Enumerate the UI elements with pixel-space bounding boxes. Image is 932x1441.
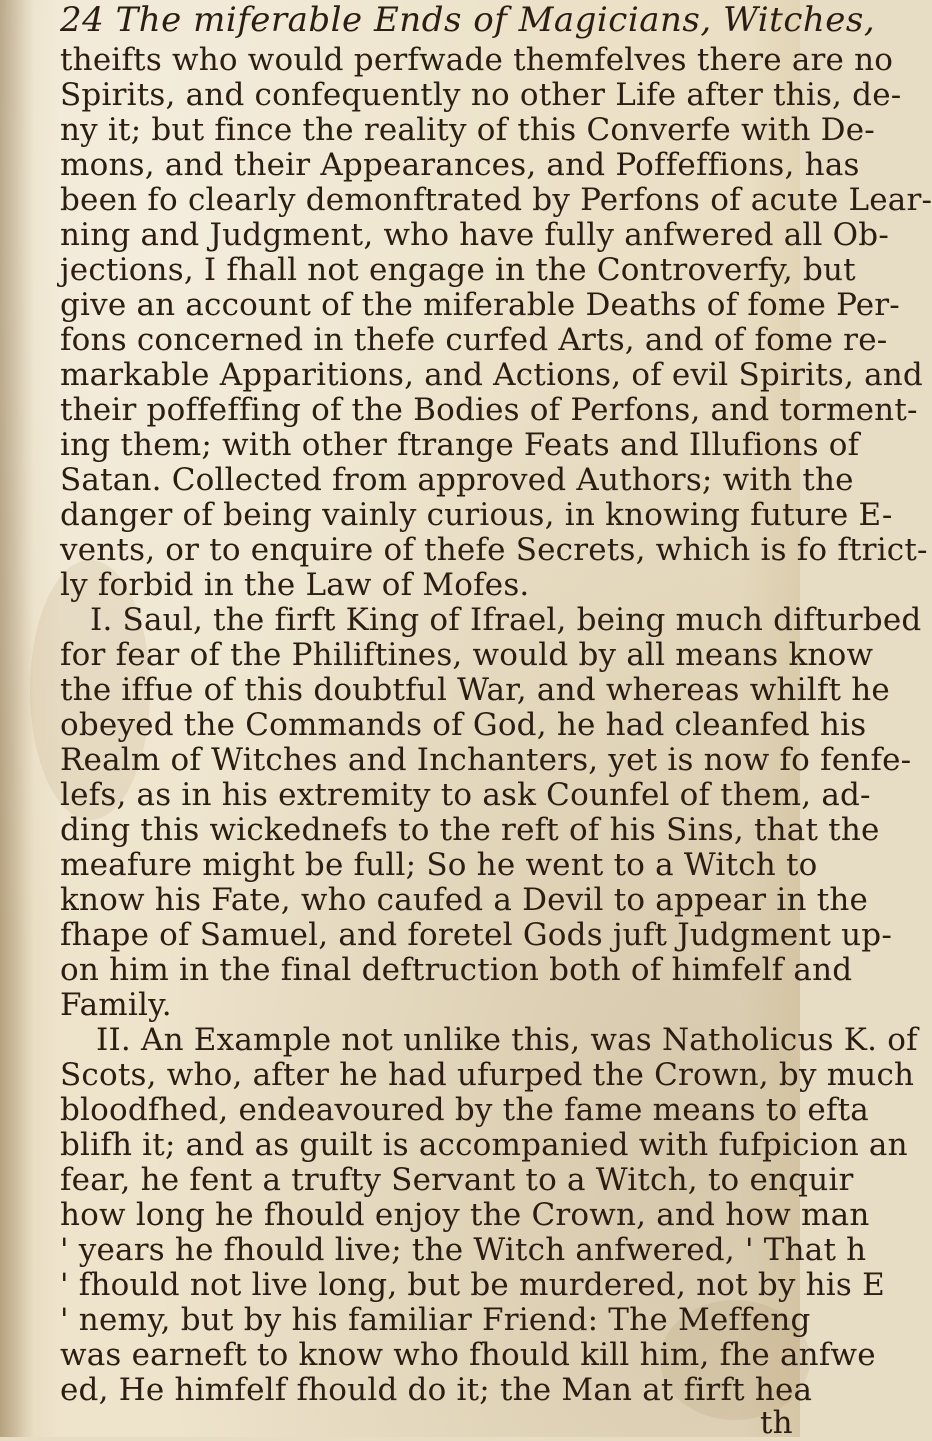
text-line: meafure might be full; So he went to a Witch to [60, 847, 818, 883]
text-line: ' years he fhould live; the Witch anfwered, ' That h [60, 1232, 867, 1268]
text-line: know his Fate, who caufed a Devil to appear in the [60, 882, 869, 918]
text-line: the iffue of this doubtful War, and whereas whilft he [60, 672, 890, 708]
text-line: been fo clearly demonftrated by Perfons of acute Lear- [60, 182, 932, 218]
text-line: Spirits, and confequently no other Life after this, de- [60, 77, 902, 113]
text-line: fear, he fent a trufty Servant to a Witch, to enquir [60, 1162, 854, 1198]
text-line: markable Apparitions, and Actions, of evil Spirits, and [60, 357, 923, 393]
running-heading: 24 The miferable Ends of Magicians, Witches, [60, 0, 876, 40]
text-line: ny it; but fince the reality of this Converfe with De- [60, 112, 875, 148]
text-line: Realm of Witches and Inchanters, yet is now fo fenfe- [60, 742, 912, 778]
text-line: blifh it; and as guilt is accompanied with fufpicion an [60, 1127, 908, 1163]
text-line: mons, and their Appearances, and Poffeffions, has [60, 147, 860, 183]
text-line: danger of being vainly curious, in knowing future E- [60, 497, 893, 533]
text-line: for fear of the Philiftines, would by all means know [60, 637, 874, 673]
text-line: ing them; with other ftrange Feats and Illufions of [60, 427, 860, 463]
text-line: I. Saul, the firft King of Ifrael, being much difturbed [90, 602, 922, 638]
text-line: was earneft to know who fhould kill him, fhe anfwe [60, 1337, 876, 1373]
text-line: Family. [60, 987, 172, 1023]
text-line: fhape of Samuel, and foretel Gods juft Judgment up- [60, 917, 893, 953]
text-line: give an account of the miferable Deaths of fome Per- [60, 287, 900, 323]
text-line: ed, He himfelf fhould do it; the Man at firft hea [60, 1372, 813, 1408]
text-line: ' fhould not live long, but be murdered, not by his E [60, 1267, 885, 1303]
text-line: their poffeffing of the Bodies of Perfons, and torment- [60, 392, 918, 428]
text-line: ding this wickednefs to the reft of his Sins, that the [60, 812, 880, 848]
text-line: fons concerned in thefe curfed Arts, and of fome re- [60, 322, 888, 358]
text-line: vents, or to enquire of thefe Secrets, which is fo ftrict- [60, 532, 928, 568]
text-line: ' nemy, but by his familiar Friend: The Meffeng [60, 1302, 811, 1338]
text-line: Scots, who, after he had ufurped the Crown, by much [60, 1057, 915, 1093]
text-line: lefs, as in his extremity to ask Counfel of them, ad- [60, 777, 871, 813]
text-line: bloodfhed, endeavoured by the fame means to efta [60, 1092, 869, 1128]
text-line: ning and Judgment, who have fully anfwered all Ob- [60, 217, 890, 253]
text-line: II. An Example not unlike this, was Natholicus K. of [96, 1022, 918, 1058]
text-line: on him in the final deftruction both of himfelf and [60, 952, 853, 988]
text-line: th [760, 1405, 793, 1441]
text-line: how long he fhould enjoy the Crown, and how man [60, 1197, 870, 1233]
text-line: obeyed the Commands of God, he had cleanfed his [60, 707, 867, 743]
text-line: Satan. Collected from approved Authors; with the [60, 462, 854, 498]
text-line: theifts who would perfwade themfelves there are no [60, 42, 894, 78]
text-line: ly forbid in the Law of Mofes. [60, 567, 530, 603]
text-line: jections, I fhall not engage in the Controverfy, but [60, 252, 856, 288]
